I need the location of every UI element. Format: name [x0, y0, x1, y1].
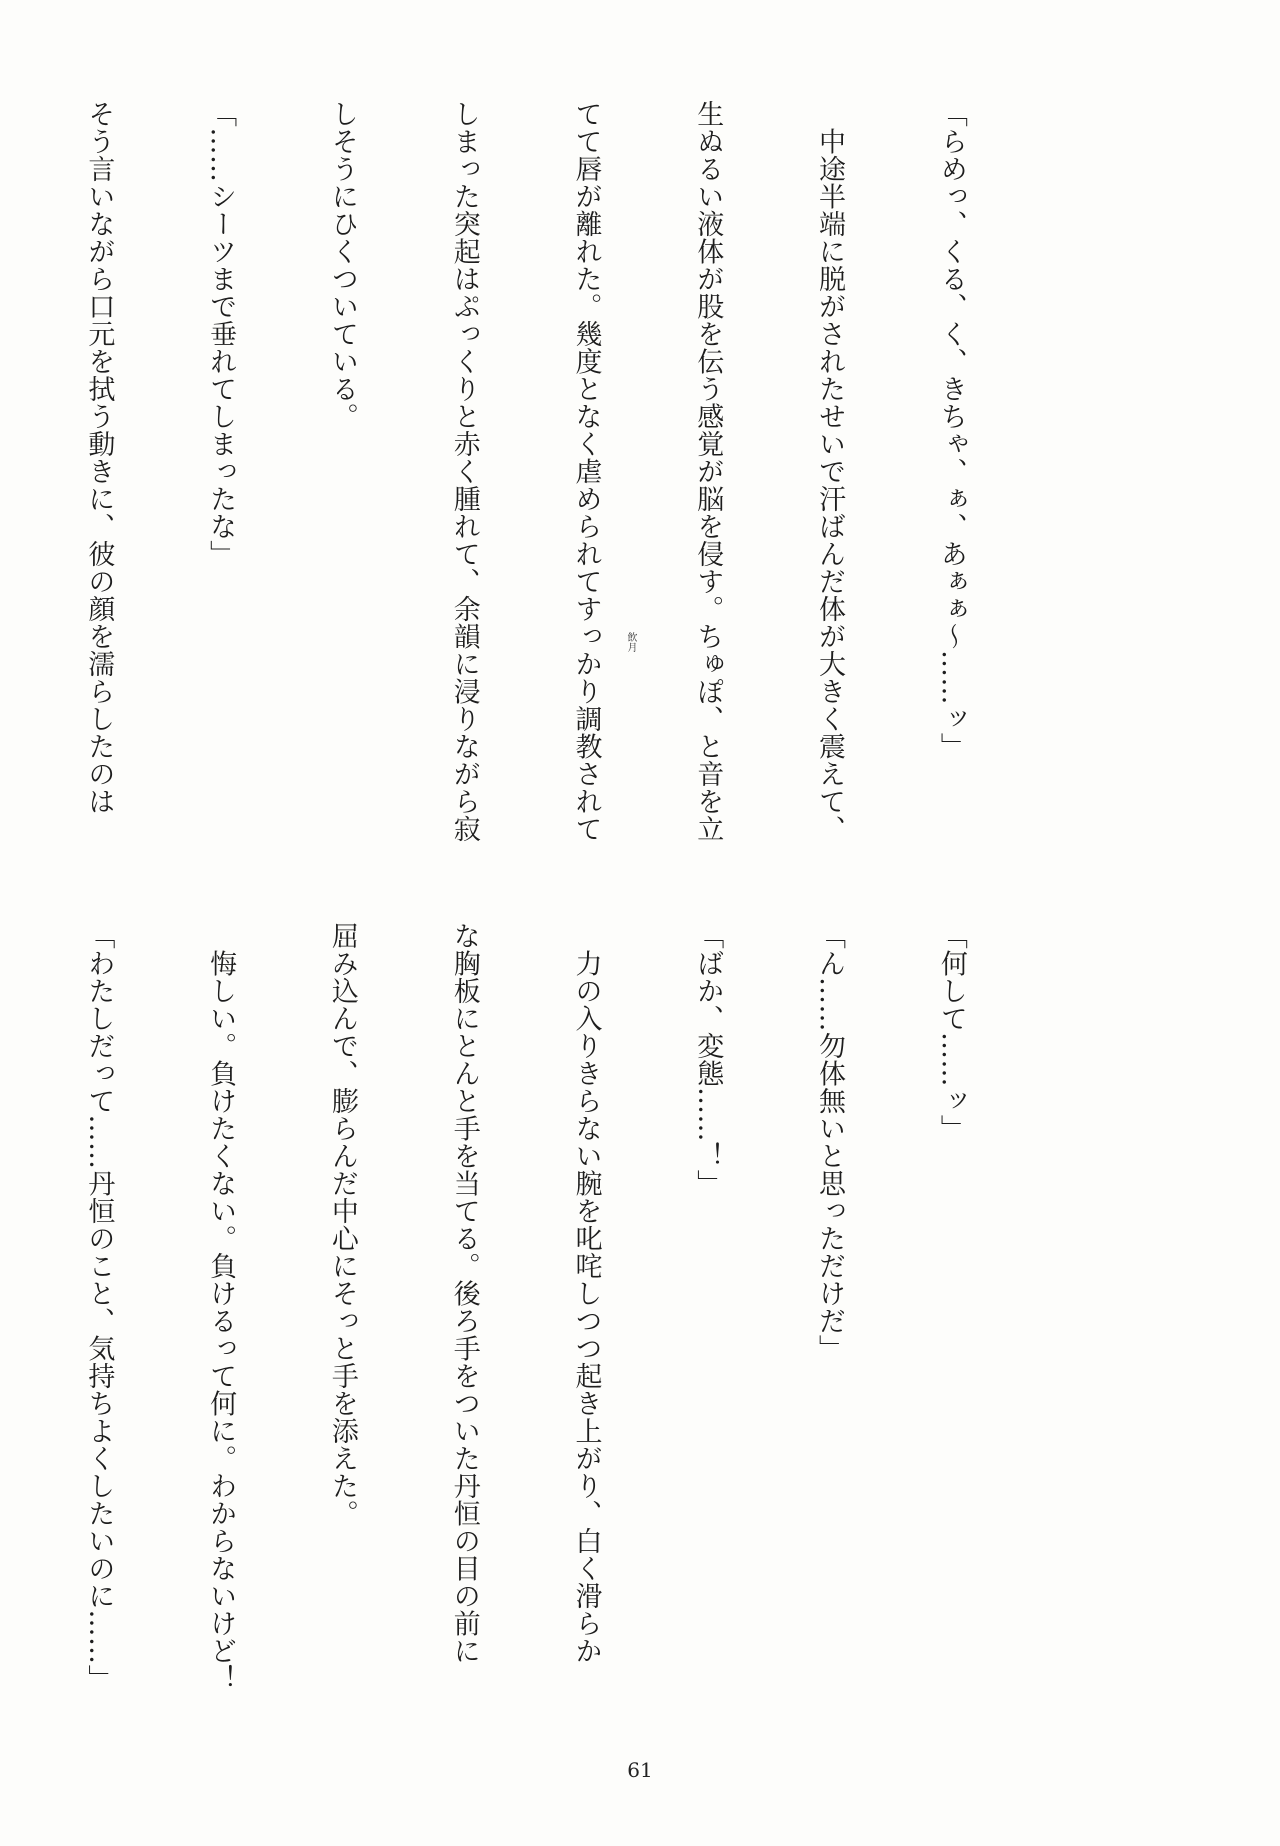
text-line: 中途半端に脱がされたせいで汗ばんだ体が大きく震えて、	[814, 100, 846, 843]
page-number: 61	[627, 1758, 653, 1782]
text-line: 「……シーツまで垂れてしまったな」	[205, 100, 237, 568]
text-line: な胸板にとんと手を当てる。後ろ手をついた丹恒の目の前に	[448, 922, 480, 1665]
text-line: 「らめっ、くる、く、きちゃ、ぁ、あぁぁ～……ッ」	[935, 100, 967, 760]
text-line: 屈み込んで、膨らんだ中心にそっと手を添えた。	[326, 922, 358, 1527]
ruby-annotation: 飲月	[625, 632, 636, 652]
text-line: 力の入りきらない腕を叱咤しつつ起き上がり、白く滑らか	[570, 922, 602, 1665]
text-line: そう言いながら口元を拭う動きに、彼の顔を濡らしたのは	[83, 100, 115, 815]
lower-text-block	[83, 922, 1052, 1692]
text-line: しそうにひくついている。	[326, 100, 358, 430]
text-line: 「ばか、変態……！」	[692, 922, 724, 1197]
text-line: 生ぬるい液体が股を伝う感覚が脳を侵す。ちゅぽ、と音を立	[692, 100, 724, 843]
upper-text-block	[83, 100, 1052, 843]
text-line: てて唇が離れた。幾度となく虐められてすっかり調教されて	[570, 100, 602, 843]
text-line: 「ん……勿体無いと思っただけだ」	[814, 922, 846, 1362]
text-line: 「わたしだって……丹恒のこと、気持ちよくしたいのに……」	[83, 922, 115, 1692]
text-line: 「何して……ッ」	[935, 922, 967, 1142]
text-line: しまった突起はぷっくりと赤く腫れて、余韻に浸りながら寂	[448, 100, 480, 843]
text-line: 悔しい。負けたくない。負けるって何に。わからないけど！	[205, 922, 237, 1692]
